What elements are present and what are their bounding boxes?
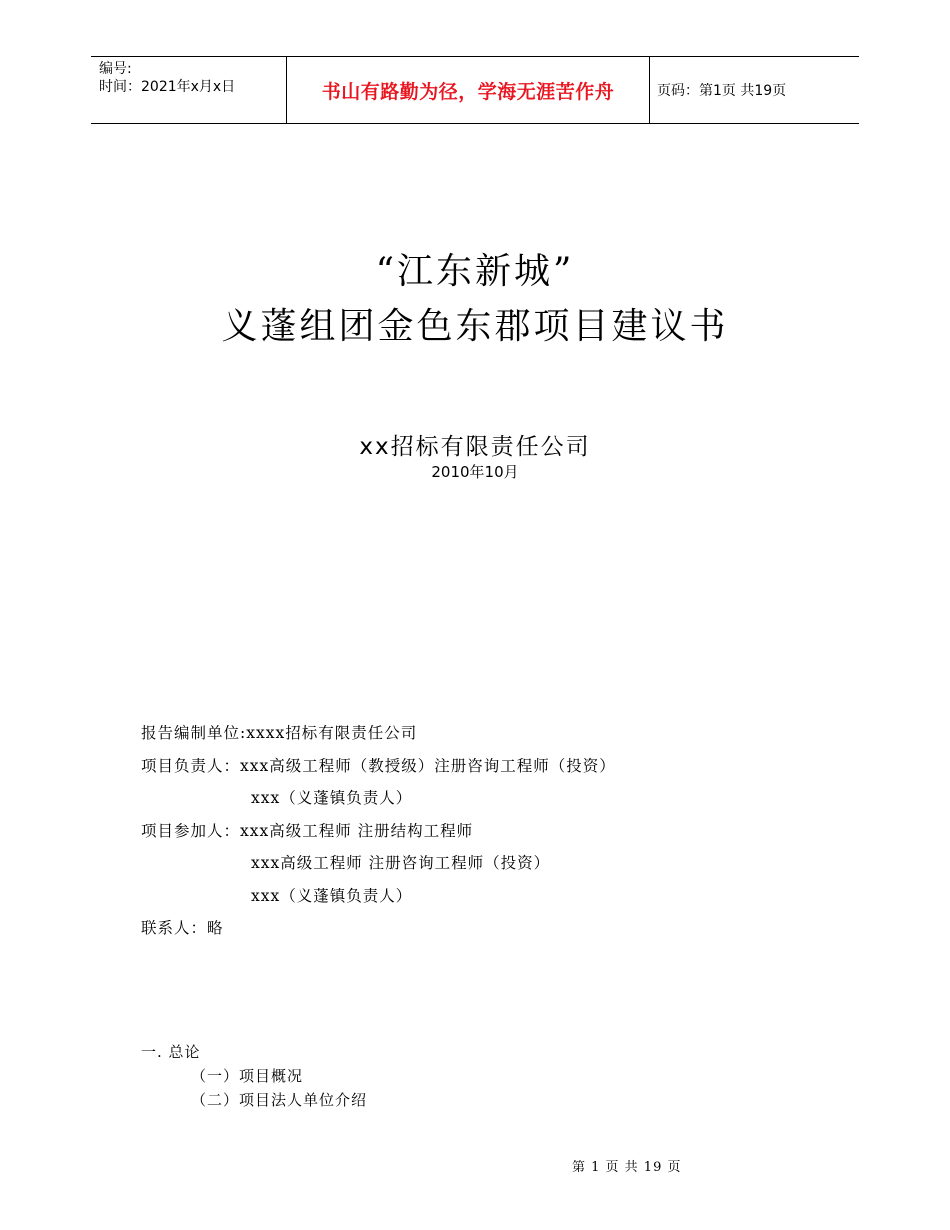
motto-text: 书山有路勤为径，学海无涯苦作舟: [321, 80, 615, 103]
page-footer: 第 1 页 共 19 页: [572, 1160, 682, 1175]
table-of-contents: [141, 1040, 367, 1112]
header-page-cell: [650, 57, 859, 123]
document-title-line2: 义蓬组团金色东郡项目建议书: [221, 306, 729, 347]
info-row: 报告编制单位:xxxx招标有限责任公司: [141, 724, 418, 742]
info-row: 联系人：略: [141, 919, 224, 937]
info-row: xxx（义蓬镇负责人）: [251, 789, 413, 807]
header-table: [91, 56, 859, 124]
header-meta-cell: [91, 57, 287, 123]
info-block: [141, 720, 616, 948]
header-motto-cell: [287, 57, 650, 123]
page-info: 页码：第1页 共19页: [657, 83, 787, 99]
document-title-line1: “江东新城”: [375, 251, 575, 292]
toc-subsection: （一）项目概况: [191, 1067, 304, 1085]
info-row: 项目负责人：xxx高级工程师（教授级）注册咨询工程师（投资）: [141, 756, 616, 775]
toc-subsection: （二）项目法人单位介绍: [191, 1091, 368, 1109]
info-row: xxx（义蓬镇负责人）: [251, 886, 413, 905]
serial-label: 编号:: [99, 61, 132, 77]
time-label: 时间：2021年x月x日: [99, 79, 236, 95]
info-row: 项目参加人：xxx高级工程师 注册结构工程师: [141, 821, 474, 840]
toc-section: 一. 总论: [141, 1043, 201, 1061]
company-name: xx招标有限责任公司: [359, 434, 591, 460]
document-date: 2010年10月: [431, 463, 519, 481]
info-row: xxx高级工程师 注册咨询工程师（投资）: [251, 854, 551, 872]
